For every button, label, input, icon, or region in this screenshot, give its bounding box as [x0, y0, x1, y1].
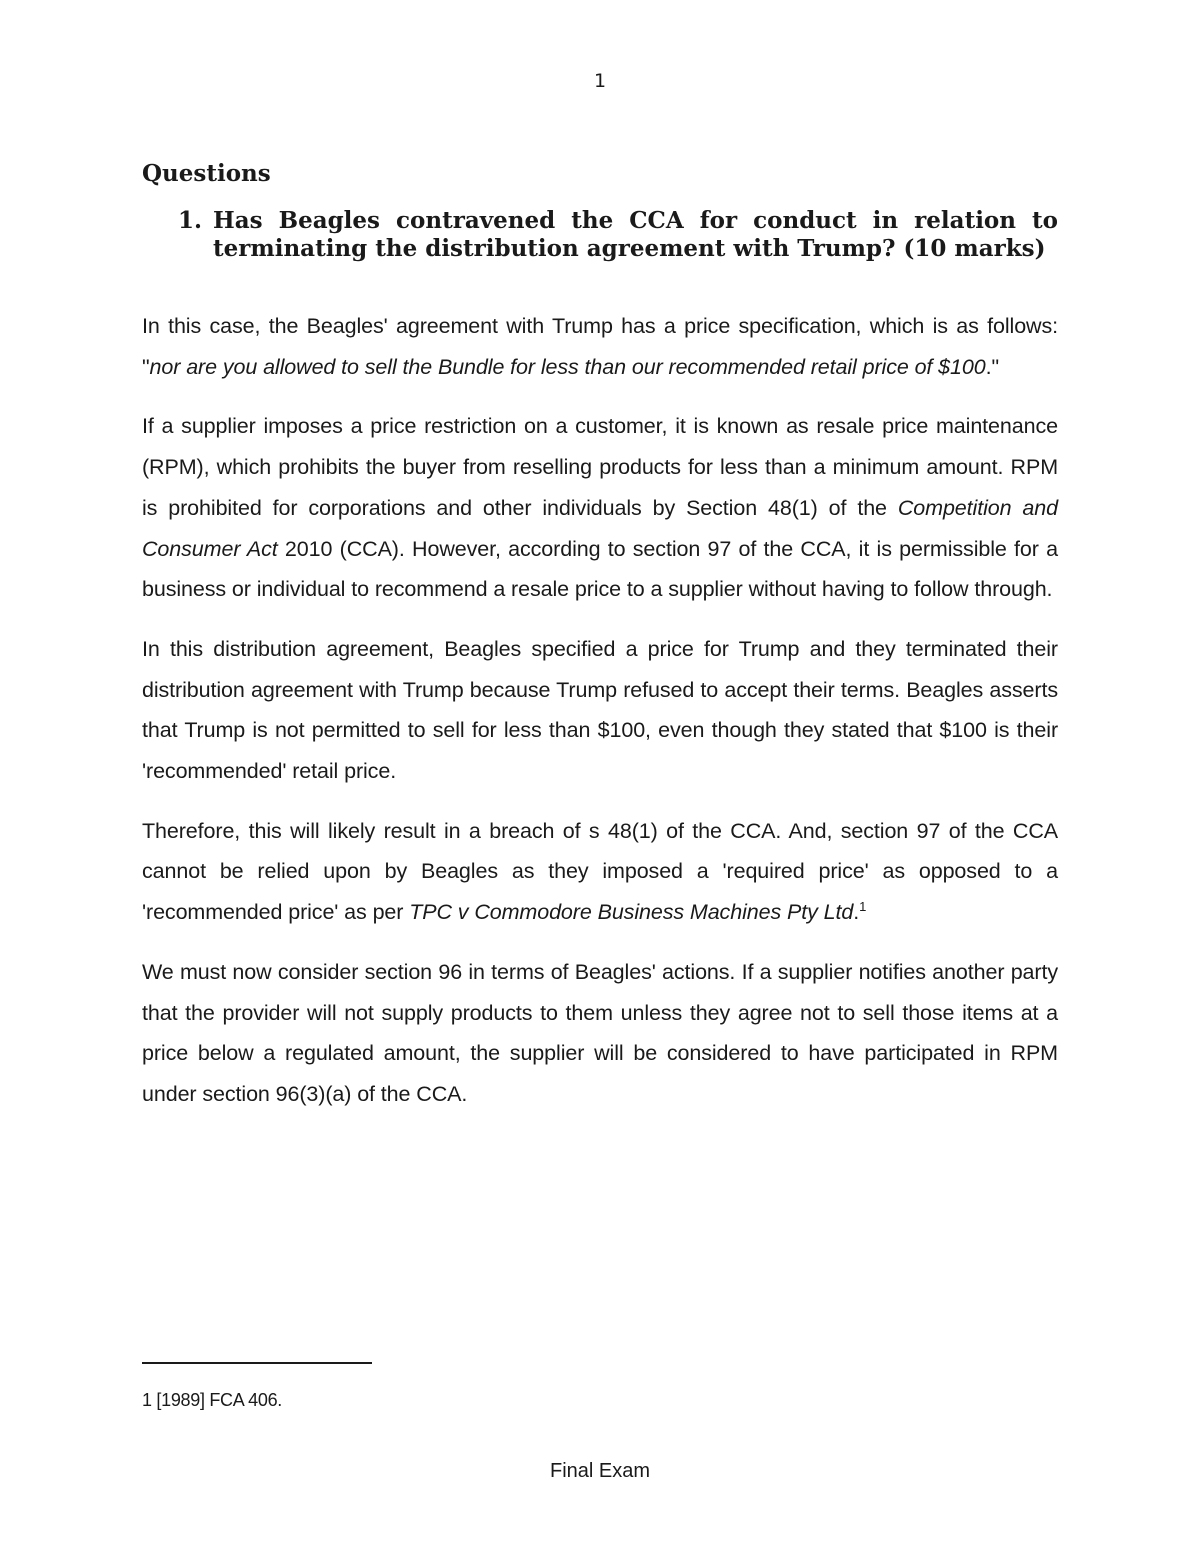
- paragraph-4: [142, 811, 1058, 933]
- paragraph-1-tail: .": [985, 354, 1000, 379]
- paragraph-2-lead: If a supplier imposes a price restriction on a customer, it is known as resale price maintenance (RPM), which prohibits the buyer from reselling products for less than a minimum amount. RPM is prohibited for corporations and other individuals by Section 48(1) of the: [142, 414, 1058, 520]
- act-title: Competition and Consumer Act: [142, 495, 1058, 561]
- question-text: Has Beagles contravened the CCA for conduct in relation to terminating the distribution agreement with Trump? (10 marks): [213, 207, 1058, 262]
- footnote-text: 1 [1989] FCA 406.: [142, 1390, 282, 1410]
- paragraph-5: We must now consider section 96 in terms of Beagles' actions. If a supplier notifies another party that the provider will not supply products to them unless they agree not to sell those items at a price below a regulated amount, the supplier will be considered to have participated in RPM under section 96(3)(a) of the CCA.: [142, 959, 1058, 1106]
- question-number: 1.: [178, 207, 203, 234]
- paragraph-2: [142, 406, 1058, 610]
- footnote-divider: [142, 1362, 372, 1364]
- paragraph-3: In this distribution agreement, Beagles specified a price for Trump and they terminated their distribution agreement with Trump because Trump refused to accept their terms. Beagles asserts that Trump is not permitted to sell for less than $100, even though they stated that $100 is their 'recommended' retail price.: [142, 636, 1058, 784]
- footnote-reference[interactable]: 1: [859, 898, 867, 914]
- case-citation: TPC v Commodore Business Machines Pty Ltd: [409, 900, 854, 925]
- paragraph-1: [142, 306, 1058, 387]
- page-footer: Final Exam: [549, 1460, 651, 1482]
- paragraph-4-tail: .: [853, 900, 860, 925]
- paragraph-2-tail: 2010 (CCA). However, according to section 97 of the CCA, it is permissible for a business or individual to recommend a resale price to a supplier without having to follow through.: [142, 536, 1058, 602]
- answer-body: [142, 306, 1058, 1115]
- page-number: 1: [593, 70, 607, 92]
- question-item: [178, 207, 1058, 263]
- section-heading: Questions: [142, 160, 271, 187]
- quoted-price-clause: nor are you allowed to sell the Bundle for less than our recommended retail price of $100: [149, 354, 986, 379]
- paragraph-4-lead: Therefore, this will likely result in a breach of s 48(1) of the CCA. And, section 97 of the CCA cannot be relied upon by Beagles as they imposed a 'required price' as opposed to a 'recommended price' as per: [142, 818, 1058, 925]
- paragraph-1-lead: In this case, the Beagles' agreement with Trump has a price specification, which is as follows: ": [142, 314, 1058, 379]
